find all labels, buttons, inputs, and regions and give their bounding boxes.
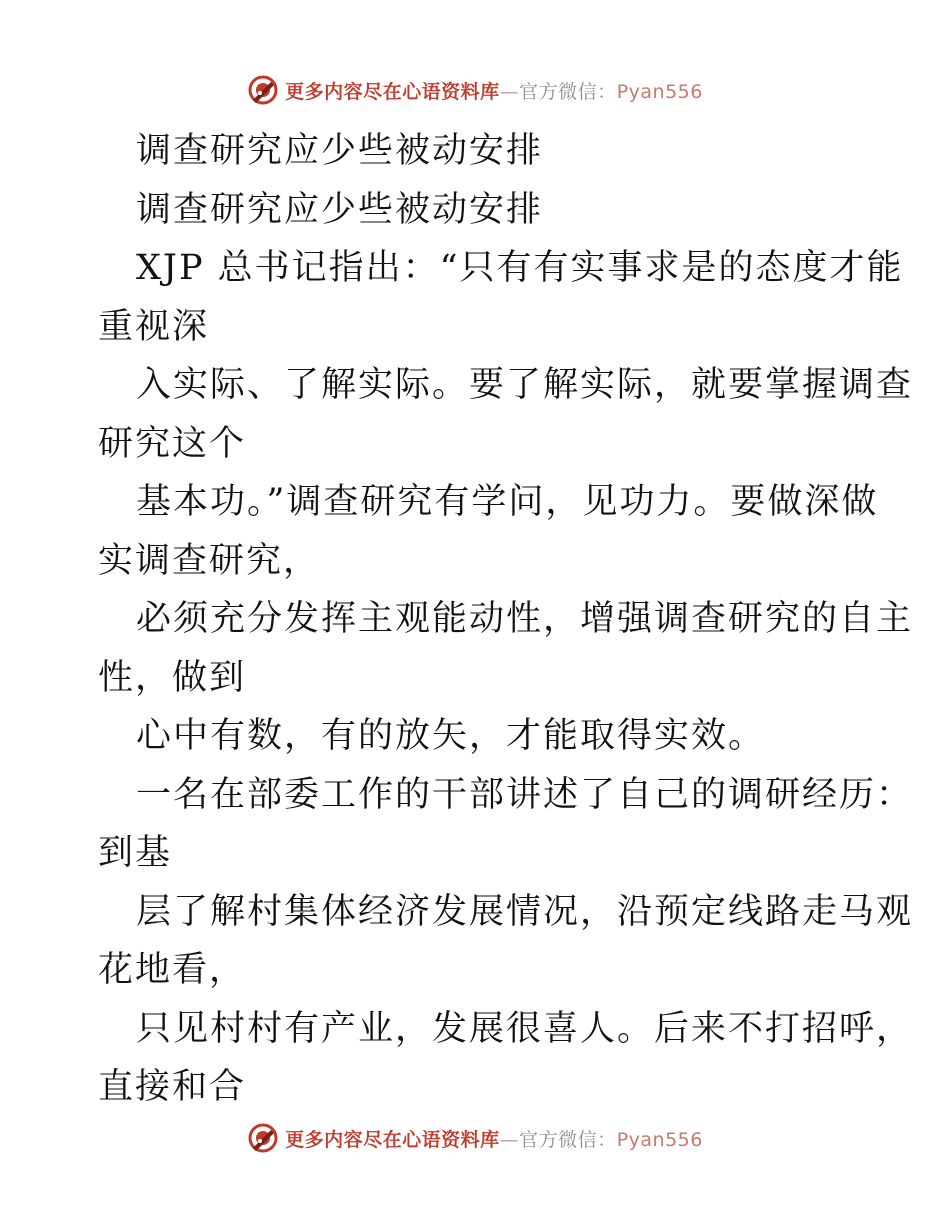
title-line-repeat: 调查研究应少些被动安排	[136, 189, 544, 230]
paragraph-line: XJP 总书记指出：“只有有实事求是的态度才能	[136, 248, 904, 288]
paragraph-line: 基本功。”调查研究有学问，见功力。要做深做	[136, 482, 879, 522]
paragraph-line: 一名在部委工作的干部讲述了自己的调研经历：	[136, 774, 914, 815]
pen-logo-icon	[247, 74, 279, 106]
paragraph-line: 层了解村集体经济发展情况，沿预定线路走马观	[136, 891, 914, 932]
header-banner-text	[285, 77, 703, 104]
paragraph-line: 花地看，	[98, 950, 247, 990]
paragraph-line: 性，做到	[98, 657, 247, 698]
paragraph-line: 研究这个	[98, 423, 247, 464]
pen-logo-icon	[247, 1122, 279, 1154]
paragraph-line: 必须充分发挥主观能动性，增强调查研究的自主	[136, 599, 914, 639]
header-banner-main: 更多内容尽在心语资料库	[285, 80, 500, 103]
header-banner	[0, 70, 950, 110]
header-banner-dash: —	[499, 80, 520, 103]
footer-banner-text	[285, 1125, 703, 1152]
header-banner-id: Pyan556	[616, 80, 703, 103]
paragraph-line: 心中有数，有的放矢，才能取得实效。	[136, 716, 766, 756]
footer-banner	[0, 1118, 950, 1158]
footer-banner-id: Pyan556	[616, 1128, 703, 1151]
paragraph-line: 到基	[98, 833, 173, 873]
header-banner-wechat: 官方微信：	[519, 80, 617, 103]
footer-banner-main: 更多内容尽在心语资料库	[285, 1128, 500, 1151]
title-line: 调查研究应少些被动安排	[136, 131, 544, 171]
paragraph-line: 重视深	[98, 306, 210, 347]
paragraph-line: 直接和合	[98, 1067, 247, 1107]
paragraph-line: 入实际、了解实际。要了解实际，就要掌握调查	[136, 365, 914, 405]
paragraph-line: 只见村村有产业，发展很喜人。后来不打招呼，	[136, 1008, 914, 1049]
footer-banner-wechat: 官方微信：	[519, 1128, 617, 1151]
footer-banner-dash: —	[499, 1128, 520, 1151]
paragraph-line: 实调查研究，	[98, 540, 321, 581]
document-body	[98, 122, 914, 1117]
